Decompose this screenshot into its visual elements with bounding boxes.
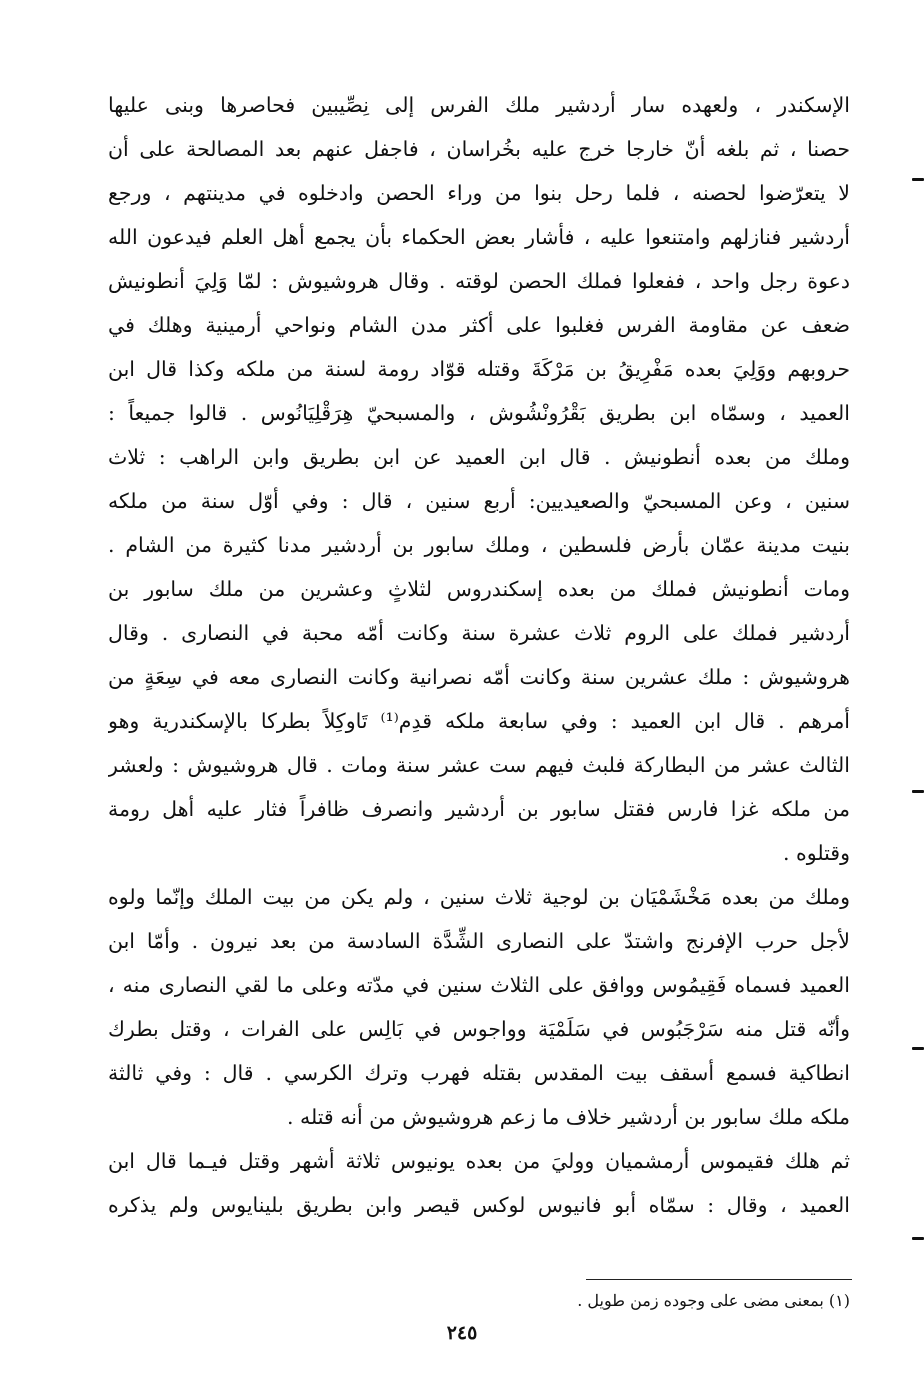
text-line: أردشير فنازلهم وامتنعوا عليه ، فأشار بعض الحكماء بأن يجمع أهل العلم فيدعون الله [108, 225, 850, 249]
text-line: الإسكندر ، ولعهده سار أردشير ملك الفرس إلى نِصِّيبين فحاصرها وبنى عليها [108, 93, 850, 117]
footnote: (١) بمعنى مضى على وجوده زمن طويل . [577, 1291, 850, 1310]
page-number: ٢٤٥ [446, 1322, 478, 1344]
text-line: حروبهم ووَلِيَ بعده مَفْرِيقُ بن مَرْكَةَ وقتله قوّاد رومة لسنة من ملكه وكذا قال ابن [108, 357, 850, 381]
text-line: ثم هلك فقيموس أرمشميان ووليَ من بعده يونيوس ثلاثة أشهر وقتل فيـما قال ابن [108, 1149, 850, 1173]
margin-mark [912, 1237, 924, 1240]
text-line: العميد فسماه فَقِيمُوس ووافق على الثلاث سنين في مدّته وعلى ما لقي النصارى منه ، [108, 973, 850, 997]
text-line: هروشيوش : ملك عشرين سنة وكانت أمّه نصرانية وكانت النصارى معه في سِعَةٍ من [108, 665, 850, 689]
body-text [108, 83, 850, 1227]
text-line: العميد ، وسمّاه ابن بطريق بَقْرُونْشُوش ، والمسبحيّ هِرَقْلِيَانُوس . قالوا جميعاً : [108, 401, 850, 425]
text-line: حصنا ، ثم بلغه أنّ خارجا خرج عليه بخُراسان ، فاجفل عنهم بعد المصالحة على أن [108, 137, 850, 161]
text-line: الثالث عشر من البطاركة فلبث فيهم ست عشر سنة ومات . قال هروشيوش : ولعشر [108, 753, 850, 777]
text-line: سنين ، وعن المسبحيّ والصعيديين: أربع سنين ، قال : وفي أوّل سنة من ملكه [108, 489, 850, 513]
text-line: ومات أنطونيش فملك من بعده إسكندروس لثلاثٍ وعشرين من ملك سابور بن [108, 577, 850, 601]
footnote-separator [586, 1279, 852, 1280]
text-line: وملك من بعده مَخْشَمْيَان بن لوجية ثلاث سنين ، ولم يكن من بيت الملك وإنّما ولوه [108, 885, 850, 909]
text-line: دعوة رجل واحد ، ففعلوا فملك الحصن لوقته . وقال هروشيوش : لمّا وَلِيَ أنطونيش [108, 269, 850, 293]
text-line: أردشير فملك على الروم ثلاث عشرة سنة وكانت أمّه محبة في النصارى . وقال [108, 621, 850, 645]
margin-mark [912, 178, 924, 181]
text-line: ملكه ملك سابور بن أردشير خلاف ما زعم هروشيوش من أنه قتله . [286, 1105, 850, 1129]
margin-mark [912, 790, 924, 793]
text-line: وقتلوه . [782, 841, 850, 865]
margin-mark [912, 1047, 924, 1050]
text-line: لا يتعرّضوا لحصنه ، فلما رحل بنوا من وراء الحصن وادخلوه في مدينتهم ، ورجع [108, 181, 850, 205]
text-line: بنيت مدينة عمّان بأرض فلسطين ، وملك سابور بن أردشير مدنا كثيرة من الشام . [108, 533, 850, 557]
text-line: وأنّه قتل منه سَرْجَبُوس في سَلَمْيَة وواجوس في بَالِس على الفرات ، وقتل بطرك [108, 1017, 850, 1041]
text-line: من ملكه غزا فارس فقتل سابور بن أردشير وانصرف ظافراً فثار عليه أهل رومة [108, 797, 850, 821]
text-line: لأجل حرب الإفرنج واشتدّ على النصارى الشِّدَّة السادسة من بعد نيرون . وأمّا ابن [108, 929, 850, 953]
text-line: ضعف عن مقاومة الفرس فغلبوا على أكثر مدن الشام ونواحي أرمينية وهلك في [108, 313, 850, 337]
text-line: انطاكية فسمع أسقف بيت المقدس بقتله فهرب وترك الكرسي . قال : وفي ثالثة [108, 1061, 850, 1085]
text-line: أمرهم . قال ابن العميد : وفي سابعة ملكه قدِم⁽¹⁾ تَاوكِلاً بطركا بالإسكندرية وهو [108, 709, 850, 733]
text-line: وملك من بعده أنطونيش . قال ابن العميد عن ابن بطريق وابن الراهب : ثلاث [108, 445, 850, 469]
text-line: العميد ، وقال : سمّاه أبو فانيوس لوكس قيصر وابن بطريق بلينايوس ولم يذكره [108, 1193, 850, 1217]
